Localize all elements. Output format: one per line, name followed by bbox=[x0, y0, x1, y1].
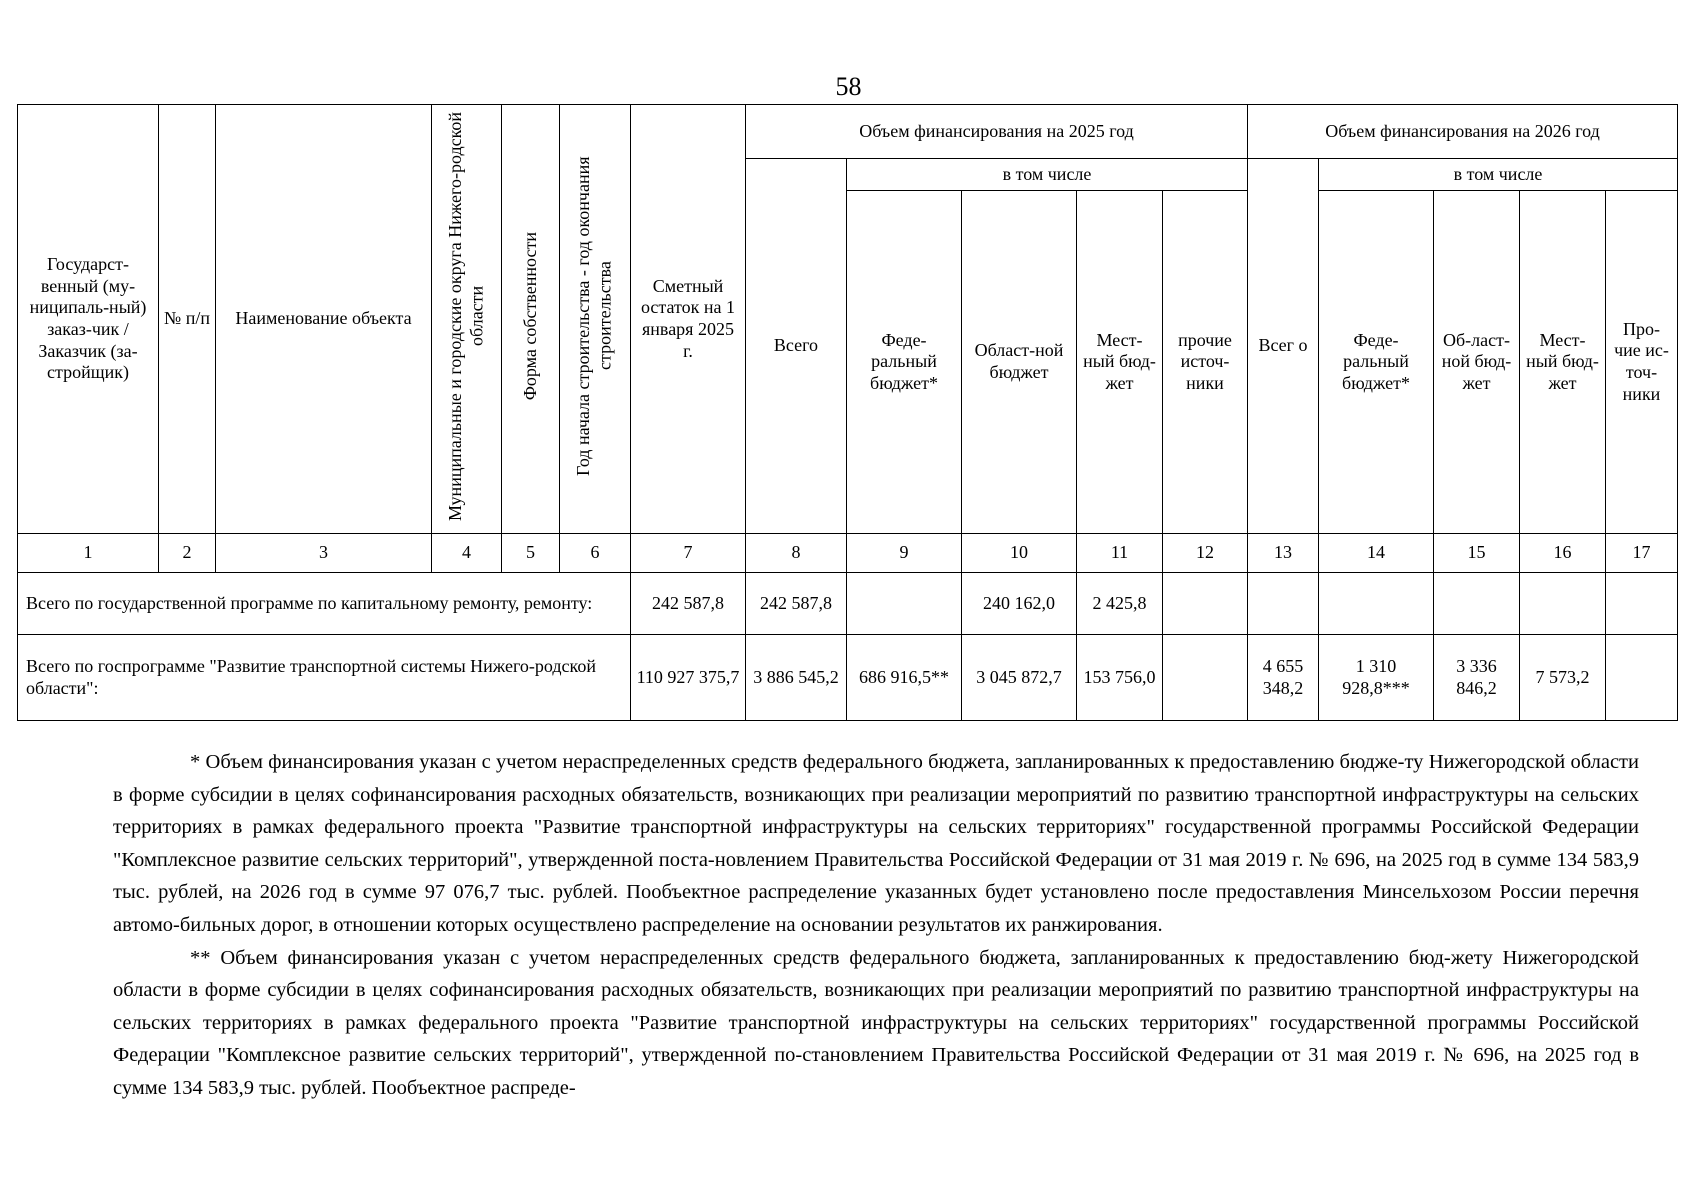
footnotes bbox=[113, 746, 1639, 1105]
page-number: 58 bbox=[835, 72, 862, 101]
column-number: 8 bbox=[746, 534, 847, 573]
cell-local-2026: 7 573,2 bbox=[1520, 635, 1606, 721]
column-number: 5 bbox=[502, 534, 560, 573]
header-municipal-text: Муниципальные и городские округа Нижего-родской области bbox=[444, 111, 487, 521]
cell-local-2026 bbox=[1520, 573, 1606, 635]
column-number: 7 bbox=[631, 534, 746, 573]
header-federal-2026: Феде-ральный бюджет* bbox=[1319, 191, 1434, 534]
column-number: 16 bbox=[1520, 534, 1606, 573]
header-num: № п/п bbox=[159, 105, 216, 534]
cell-balance: 110 927 375,7 bbox=[631, 635, 746, 721]
column-number: 13 bbox=[1248, 534, 1319, 573]
column-number: 1 bbox=[18, 534, 159, 573]
cell-federal-2025: 686 916,5** bbox=[847, 635, 962, 721]
cell-total-2026 bbox=[1248, 573, 1319, 635]
header-other-2025: прочие источ-ники bbox=[1163, 191, 1248, 534]
cell-total-2026: 4 655 348,2 bbox=[1248, 635, 1319, 721]
header-ownership-text: Форма собственности bbox=[519, 232, 540, 401]
header-customer: Государст-венный (му-ниципаль-ный) заказ-чик / Заказчик (за-стройщик) bbox=[18, 105, 159, 534]
cell-total-2025: 3 886 545,2 bbox=[746, 635, 847, 721]
column-number: 11 bbox=[1077, 534, 1163, 573]
cell-federal-2026 bbox=[1319, 573, 1434, 635]
cell-other-2025 bbox=[1163, 635, 1248, 721]
table-row bbox=[18, 573, 1678, 635]
header-municipal bbox=[432, 105, 502, 534]
table-row bbox=[18, 635, 1678, 721]
footnote-federal-budget: * Объем финансирования указан с учетом нераспределенных средств федерального бюджета, запланированных к предоставлению бюдже-ту Нижегородской области в форме субсидии в целях софинансирования расходных обязательств, возникающих при реализации мероприятий по развитию транспортной инфраструктуры на сельских территориях в рамках федерального проекта "Развитие транспортной инфраструктуры на сельских территориях" государственной программы Российской Федерации "Комплексное развитие сельских территорий", утвержденной поста-новлением Правительства Российской Федерации от 31 мая 2019 г. № 696, на 2025 год в сумме 134 583,9 тыс. рублей, на 2026 год в сумме 97 076,7 тыс. рублей. Пообъектное распределение указанных будет установлено после предоставления Минсельхозом России перечня автомо-бильных дорог, в отношении которых осуществлено распределение на основании результатов их ранжирования. bbox=[113, 751, 1639, 936]
header-ownership bbox=[502, 105, 560, 534]
header-object-name: Наименование объекта bbox=[216, 105, 432, 534]
header-total-2026: Всег о bbox=[1248, 159, 1319, 534]
header-fin-2026: Объем финансирования на 2026 год bbox=[1248, 105, 1678, 159]
header-including-2026: в том числе bbox=[1319, 159, 1678, 191]
header-total-2025: Всего bbox=[746, 159, 847, 534]
cell-federal-2025 bbox=[847, 573, 962, 635]
column-number: 9 bbox=[847, 534, 962, 573]
column-number: 2 bbox=[159, 534, 216, 573]
cell-regional-2026: 3 336 846,2 bbox=[1434, 635, 1520, 721]
cell-balance: 242 587,8 bbox=[631, 573, 746, 635]
header-balance: Сметный остаток на 1 января 2025 г. bbox=[631, 105, 746, 534]
header-years bbox=[560, 105, 631, 534]
cell-regional-2025: 3 045 872,7 bbox=[962, 635, 1077, 721]
cell-local-2025: 2 425,8 bbox=[1077, 573, 1163, 635]
footnote-federal-budget-2: ** Объем финансирования указан с учетом нераспределенных средств федерального бюджета, запланированных к предоставлению бюд-жету Нижегородской области в форме субсидии в целях софинансирования расходных обязательств, возникающих при реализации мероприятий по развитию транспортной инфраструктуры на сельских территориях в рамках федерального проекта "Развитие транспортной инфраструктуры на сельских территориях" государственной программы Российской Федерации "Комплексное развитие сельских территорий", утвержденной по-становлением Правительства Российской Федерации от 31 мая 2019 г. № 696, на 2025 год в сумме 134 583,9 тыс. рублей. Пообъектное распреде- bbox=[113, 946, 1639, 1099]
column-number: 6 bbox=[560, 534, 631, 573]
header-other-2026: Про-чие ис-точ-ники bbox=[1606, 191, 1678, 534]
cell-other-2026 bbox=[1606, 573, 1678, 635]
cell-federal-2026: 1 310 928,8*** bbox=[1319, 635, 1434, 721]
header-regional-2026: Об-ласт-ной бюд-жет bbox=[1434, 191, 1520, 534]
header-regional-2025: Област-ной бюджет bbox=[962, 191, 1077, 534]
header-local-2026: Мест-ный бюд-жет bbox=[1520, 191, 1606, 534]
header-federal-2025: Феде-ральный бюджет* bbox=[847, 191, 962, 534]
cell-other-2026 bbox=[1606, 635, 1678, 721]
column-number: 4 bbox=[432, 534, 502, 573]
cell-local-2025: 153 756,0 bbox=[1077, 635, 1163, 721]
cell-regional-2026 bbox=[1434, 573, 1520, 635]
column-number: 3 bbox=[216, 534, 432, 573]
header-fin-2025: Объем финансирования на 2025 год bbox=[746, 105, 1248, 159]
header-years-text: Год начала строительства - год окончания строительства bbox=[573, 156, 615, 476]
column-number: 17 bbox=[1606, 534, 1678, 573]
header-including-2025: в том числе bbox=[847, 159, 1248, 191]
column-number: 10 bbox=[962, 534, 1077, 573]
row-label: Всего по государственной программе по капитальному ремонту, ремонту: bbox=[18, 573, 631, 635]
column-number: 15 bbox=[1434, 534, 1520, 573]
column-number: 12 bbox=[1163, 534, 1248, 573]
cell-other-2025 bbox=[1163, 573, 1248, 635]
financing-table bbox=[17, 104, 1678, 721]
row-label: Всего по госпрограмме "Развитие транспортной системы Нижего-родской области": bbox=[18, 635, 631, 721]
column-number: 14 bbox=[1319, 534, 1434, 573]
header-local-2025: Мест-ный бюд-жет bbox=[1077, 191, 1163, 534]
cell-regional-2025: 240 162,0 bbox=[962, 573, 1077, 635]
cell-total-2025: 242 587,8 bbox=[746, 573, 847, 635]
